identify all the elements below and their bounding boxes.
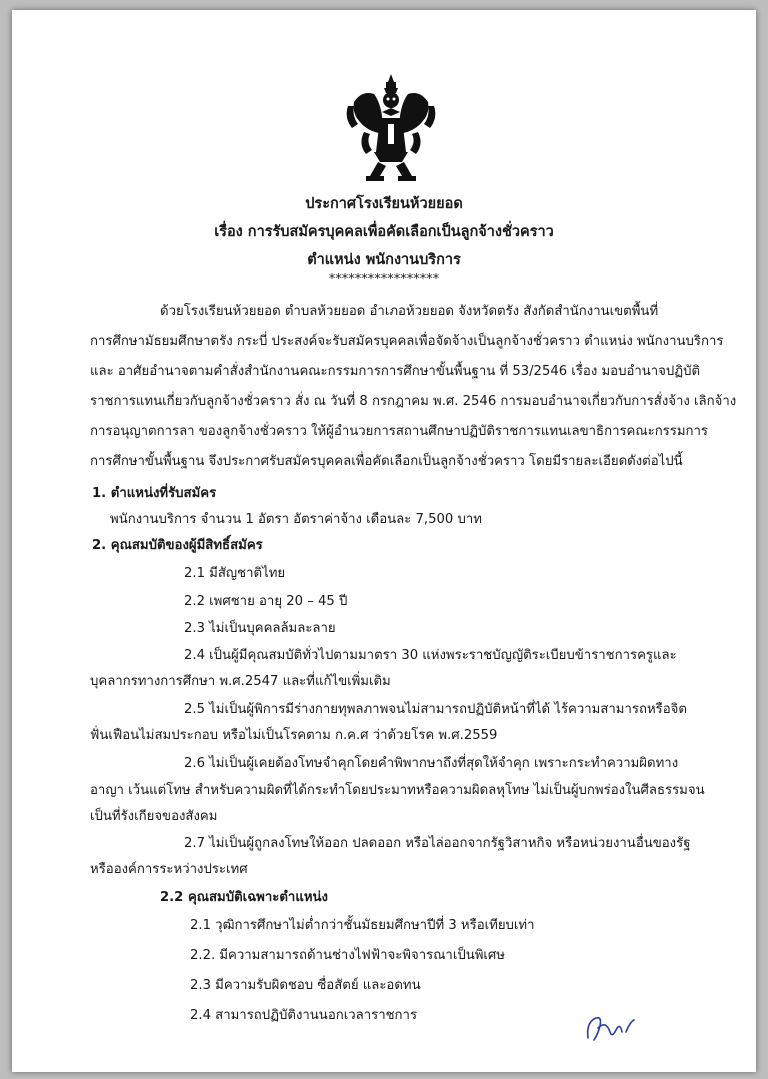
section1-heading: 1. ตำแหน่งที่รับสมัคร: [92, 486, 217, 501]
section1-detail: พนักงานบริการ จำนวน 1 อัตรา อัตราค่าจ้าง เดือนละ 7,500 บาท: [110, 512, 482, 527]
announcement-title: ประกาศโรงเรียนห้วยยอด: [305, 196, 463, 212]
intro-line: การศึกษามัธยมศึกษาตรัง กระบี่ ประสงค์จะรับสมัครบุคคลเพื่อจัดจ้างเป็นลูกจ้างชั่วคราว ตำแหน่ง พนักงานบริการ: [90, 334, 724, 349]
section22-heading: 2.2 คุณสมบัติเฉพาะตำแหน่ง: [160, 890, 328, 905]
qualification-line: 2.7 ไม่เป็นผู้ถูกลงโทษให้ออก ปลดออก หรือไล่ออกจากรัฐวิสาหกิจ หรือหน่วยงานอื่นของรัฐ: [184, 836, 691, 851]
divider-stars: *****************: [328, 272, 440, 287]
signature-mark: [580, 1008, 640, 1048]
specific-qualification-item: 2.3 มีความรับผิดชอบ ซื่อสัตย์ และอดทน: [190, 978, 421, 993]
qualification-line: หรือองค์การระหว่างประเทศ: [90, 862, 248, 877]
intro-line: ราชการแทนเกี่ยวกับลูกจ้างชั่วคราว สั่ง ณ วันที่ 8 กรกฎาคม พ.ศ. 2546 การมอบอำนาจเกี่ยวกับการสั่งจ้าง เลิกจ้าง: [90, 394, 737, 409]
intro-line: การศึกษาขั้นพื้นฐาน จึงประกาศรับสมัครบุคคลเพื่อคัดเลือกเป็นลูกจ้างชั่วคราว โดยมีรายละเอียดดังต่อไปนี้: [90, 454, 683, 469]
qualification-line: 2.5 ไม่เป็นผู้พิการมีร่างกายทุพลภาพจนไม่สามารถปฏิบัติหน้าที่ได้ ไร้ความสามารถหรือจิต: [184, 702, 687, 717]
qualification-line: 2.4 เป็นผู้มีคุณสมบัติทั่วไปตามมาตรา 30 แห่งพระราชบัญญัติระเบียบข้าราชการครูและ: [184, 648, 677, 663]
specific-qualification-item: 2.4 สามารถปฏิบัติงานนอกเวลาราชการ: [190, 1008, 418, 1023]
intro-line: และ อาศัยอำนาจตามคำสั่งสำนักงานคณะกรรมการการศึกษาขั้นพื้นฐาน ที่ 53/2546 เรื่อง มอบอำนาจปฏิบัติ: [90, 364, 701, 379]
announcement-position: ตำแหน่ง พนักงานบริการ: [307, 252, 461, 268]
specific-qualification-item: 2.2. มีความสามารถด้านช่างไฟฟ้าจะพิจารณาเป็นพิเศษ: [190, 948, 505, 963]
qualification-line: 2.1 มีสัญชาติไทย: [184, 566, 286, 581]
document-page: [12, 10, 756, 1072]
qualification-line: 2.2 เพศชาย อายุ 20 – 45 ปี: [184, 594, 348, 609]
qualification-line: 2.3 ไม่เป็นบุคคลล้มละลาย: [184, 621, 336, 636]
qualification-line: บุคลากรทางการศึกษา พ.ศ.2547 และที่แก้ไขเพิ่มเติม: [90, 674, 391, 689]
specific-qualification-item: 2.1 วุฒิการศึกษาไม่ต่ำกว่าชั้นมัธยมศึกษาปีที่ 3 หรือเทียบเท่า: [190, 918, 535, 933]
section2-heading: 2. คุณสมบัติของผู้มีสิทธิ์สมัคร: [92, 538, 263, 553]
qualification-line: ฟั่นเฟือนไม่สมประกอบ หรือไม่เป็นโรคตาม ก.ค.ศ ว่าด้วยโรค พ.ศ.2559: [90, 728, 498, 743]
intro-line: การอนุญาตการลา ของลูกจ้างชั่วคราว ให้ผู้อำนวยการสถานศึกษาปฏิบัติราชการแทนเลขาธิการคณะกรรมการ: [90, 424, 709, 439]
garuda-emblem-icon: [344, 72, 438, 190]
intro-line: ด้วยโรงเรียนห้วยยอด ตำบลห้วยยอด อำเภอห้วยยอด จังหวัดตรัง สังกัดสำนักงานเขตพื้นที่: [160, 304, 659, 319]
announcement-subject: เรื่อง การรับสมัครบุคคลเพื่อคัดเลือกเป็นลูกจ้างชั่วคราว: [214, 224, 554, 240]
qualification-line: 2.6 ไม่เป็นผู้เคยต้องโทษจำคุกโดยคำพิพากษาถึงที่สุดให้จำคุก เพราะกระทำความผิดทาง: [184, 756, 679, 771]
qualification-line: เป็นที่รังเกียจของสังคม: [90, 809, 218, 824]
qualification-line: อาญา เว้นแต่โทษ สำหรับความผิดที่ได้กระทำโดยประมาทหรือความผิดลหุโทษ ไม่เป็นผู้บกพร่องในศีลธรรมจน: [90, 783, 705, 798]
